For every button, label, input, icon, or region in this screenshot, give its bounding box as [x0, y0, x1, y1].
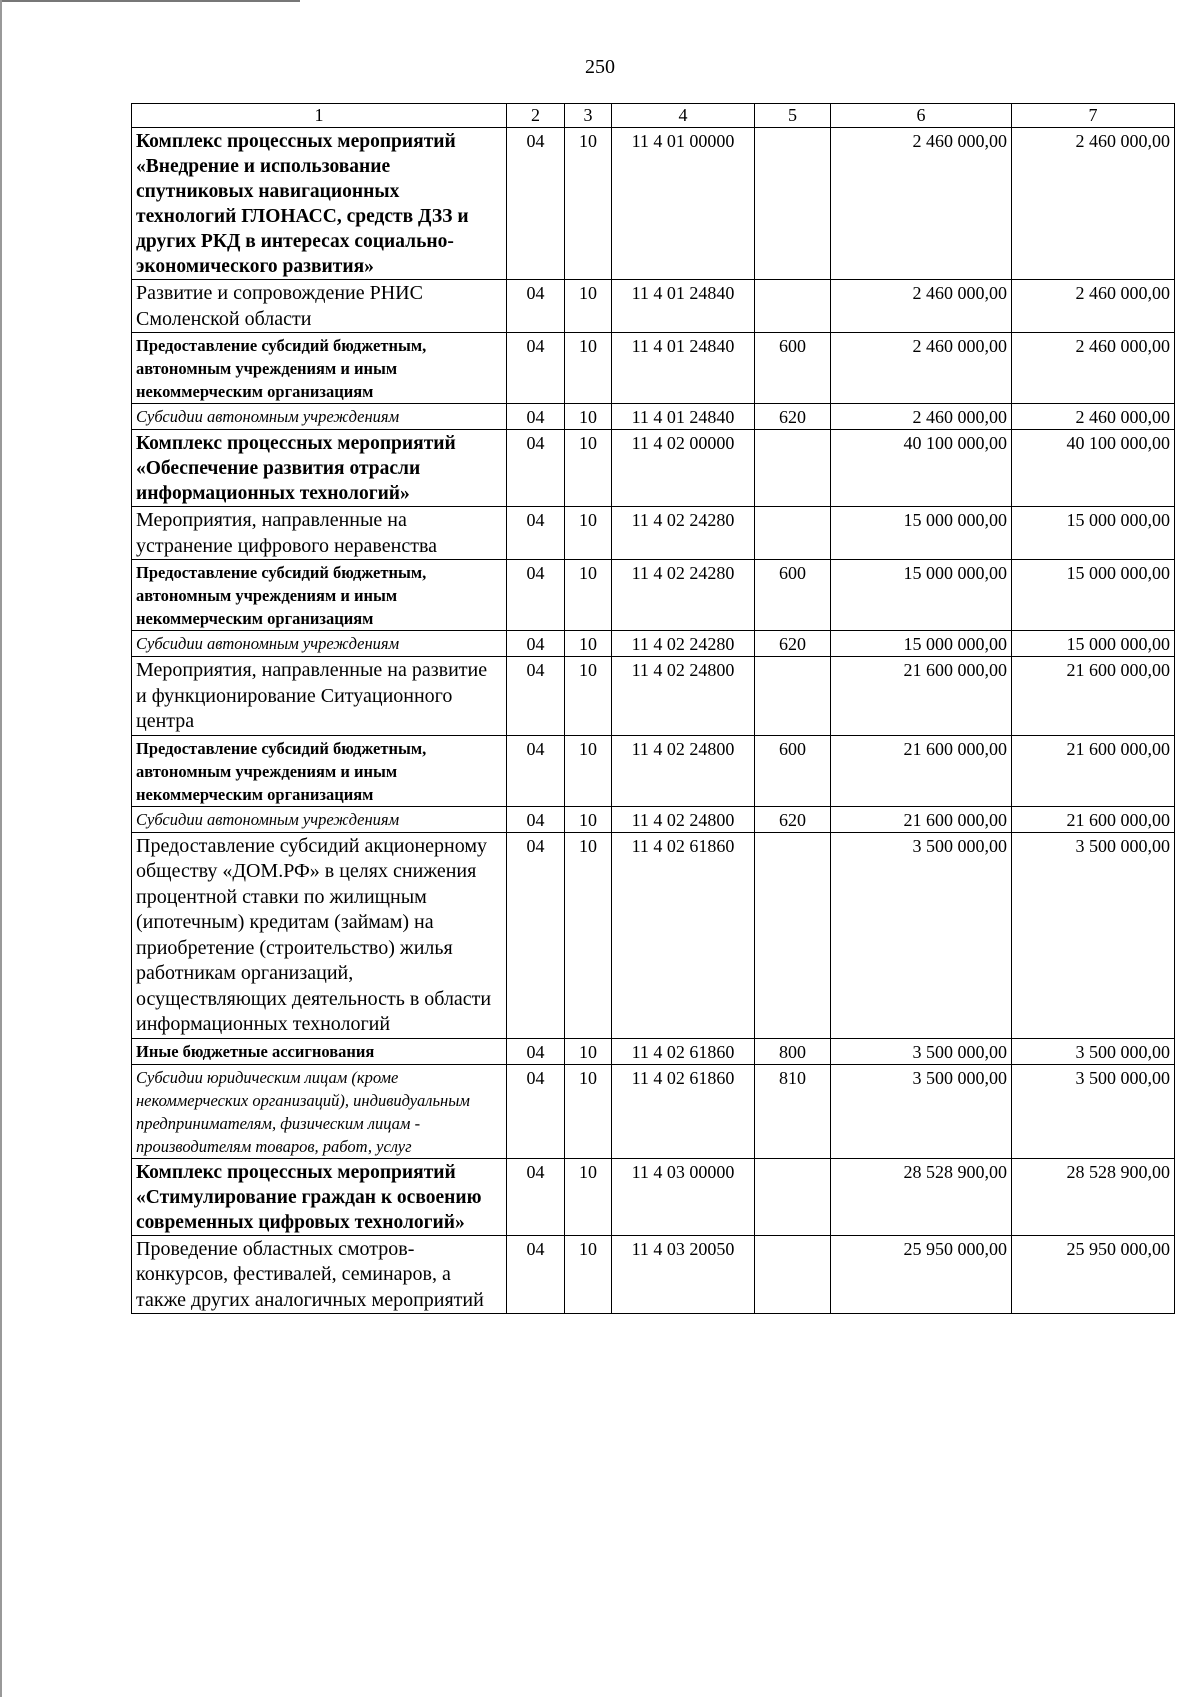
expense-type-cell: 620	[755, 631, 831, 657]
target-article-cell: 11 4 03 20050	[612, 1235, 755, 1314]
expense-type-cell: 600	[755, 333, 831, 404]
section-code-cell: 04	[507, 404, 565, 430]
amount-cell: 21 600 000,00	[1012, 806, 1175, 832]
section-code-cell: 04	[507, 128, 565, 280]
expense-type-cell	[755, 832, 831, 1038]
subsidy-row	[132, 404, 1175, 430]
amount-cell: 2 460 000,00	[1012, 128, 1175, 280]
event-row	[132, 280, 1175, 333]
amount-cell: 21 600 000,00	[831, 806, 1012, 832]
row-name-cell: Субсидии автономным учреждениям	[132, 806, 507, 832]
section-code-cell: 04	[507, 280, 565, 333]
amount-cell: 21 600 000,00	[831, 735, 1012, 806]
expense-type-cell	[755, 128, 831, 280]
amount-cell: 2 460 000,00	[831, 404, 1012, 430]
subsection-code-cell: 10	[565, 631, 612, 657]
amount-cell: 40 100 000,00	[1012, 430, 1175, 507]
section-code-cell: 04	[507, 1038, 565, 1064]
amount-cell: 2 460 000,00	[1012, 404, 1175, 430]
subsection-code-cell: 10	[565, 280, 612, 333]
header-col-1: 1	[132, 104, 507, 128]
row-name-cell: Субсидии автономным учреждениям	[132, 404, 507, 430]
amount-cell: 15 000 000,00	[1012, 560, 1175, 631]
row-name-cell: Развитие и сопровождение РНИС Смоленской области	[132, 280, 507, 333]
section-code-cell: 04	[507, 832, 565, 1038]
header-col-4: 4	[612, 104, 755, 128]
section-code-cell: 04	[507, 333, 565, 404]
amount-cell: 2 460 000,00	[831, 128, 1012, 280]
amount-cell: 2 460 000,00	[1012, 333, 1175, 404]
row-name-cell: Комплекс процессных мероприятий «Стимулирование граждан к освоению современных цифровых технологий»	[132, 1158, 507, 1235]
amount-cell: 15 000 000,00	[1012, 507, 1175, 560]
expense-type-cell	[755, 1235, 831, 1314]
subsection-code-cell: 10	[565, 560, 612, 631]
subsection-code-cell: 10	[565, 333, 612, 404]
amount-cell: 15 000 000,00	[831, 631, 1012, 657]
amount-cell: 25 950 000,00	[831, 1235, 1012, 1314]
target-article-cell: 11 4 01 00000	[612, 128, 755, 280]
expense-type-cell: 620	[755, 806, 831, 832]
section-code-cell: 04	[507, 657, 565, 736]
target-article-cell: 11 4 02 24280	[612, 560, 755, 631]
row-name-cell: Мероприятия, направленные на развитие и функционирование Ситуационного центра	[132, 657, 507, 736]
target-article-cell: 11 4 01 24840	[612, 333, 755, 404]
header-col-6: 6	[831, 104, 1012, 128]
event-row	[132, 507, 1175, 560]
amount-cell: 2 460 000,00	[831, 280, 1012, 333]
subsection-code-cell: 10	[565, 806, 612, 832]
amount-cell: 21 600 000,00	[831, 657, 1012, 736]
amount-cell: 3 500 000,00	[831, 1064, 1012, 1158]
section-code-cell: 04	[507, 560, 565, 631]
subsection-code-cell: 10	[565, 1064, 612, 1158]
expense-type-cell: 810	[755, 1064, 831, 1158]
event-row	[132, 657, 1175, 736]
target-article-cell: 11 4 01 24840	[612, 404, 755, 430]
amount-cell: 3 500 000,00	[831, 832, 1012, 1038]
section-code-cell: 04	[507, 1158, 565, 1235]
row-name-cell: Комплекс процессных мероприятий «Внедрение и использование спутниковых навигационных технологий ГЛОНАСС, средств ДЗЗ и других РКД в интересах социально-экономического развития»	[132, 128, 507, 280]
header-col-3: 3	[565, 104, 612, 128]
row-name-cell: Комплекс процессных мероприятий «Обеспечение развития отрасли информационных технологий»	[132, 430, 507, 507]
target-article-cell: 11 4 02 24800	[612, 657, 755, 736]
section-code-cell: 04	[507, 1064, 565, 1158]
row-name-cell: Субсидии юридическим лицам (кроме некоммерческих организаций), индивидуальным предпринимателям, физическим лицам - производителям товаров, работ, услуг	[132, 1064, 507, 1158]
target-article-cell: 11 4 02 24280	[612, 631, 755, 657]
section-code-cell: 04	[507, 430, 565, 507]
event-row	[132, 1235, 1175, 1314]
section-code-cell: 04	[507, 1235, 565, 1314]
amount-cell: 28 528 900,00	[1012, 1158, 1175, 1235]
subsection-code-cell: 10	[565, 735, 612, 806]
subsection-code-cell: 10	[565, 404, 612, 430]
grant-row	[132, 735, 1175, 806]
section-code-cell: 04	[507, 735, 565, 806]
header-col-5: 5	[755, 104, 831, 128]
section-code-cell: 04	[507, 806, 565, 832]
target-article-cell: 11 4 02 24280	[612, 507, 755, 560]
subsection-code-cell: 10	[565, 430, 612, 507]
row-name-cell: Проведение областных смотров-конкурсов, фестивалей, семинаров, а также других аналогичных мероприятий	[132, 1235, 507, 1314]
expense-type-cell: 620	[755, 404, 831, 430]
expense-type-cell	[755, 657, 831, 736]
amount-cell: 21 600 000,00	[1012, 735, 1175, 806]
subsection-code-cell: 10	[565, 1158, 612, 1235]
target-article-cell: 11 4 02 00000	[612, 430, 755, 507]
event-row	[132, 832, 1175, 1038]
row-name-cell: Иные бюджетные ассигнования	[132, 1038, 507, 1064]
expense-type-cell: 800	[755, 1038, 831, 1064]
subsection-code-cell: 10	[565, 1235, 612, 1314]
target-article-cell: 11 4 02 24800	[612, 735, 755, 806]
header-col-7: 7	[1012, 104, 1175, 128]
section-code-cell: 04	[507, 631, 565, 657]
program-complex-row	[132, 430, 1175, 507]
amount-cell: 3 500 000,00	[831, 1038, 1012, 1064]
budget-allocation-row	[132, 1038, 1175, 1064]
amount-cell: 28 528 900,00	[831, 1158, 1012, 1235]
row-name-cell: Мероприятия, направленные на устранение цифрового неравенства	[132, 507, 507, 560]
expense-type-cell: 600	[755, 560, 831, 631]
amount-cell: 15 000 000,00	[1012, 631, 1175, 657]
expense-type-cell: 600	[755, 735, 831, 806]
expense-type-cell	[755, 507, 831, 560]
grant-row	[132, 333, 1175, 404]
amount-cell: 21 600 000,00	[1012, 657, 1175, 736]
program-complex-row	[132, 1158, 1175, 1235]
budget-table	[131, 103, 1175, 1314]
scan-top-rule	[0, 0, 300, 2]
amount-cell: 3 500 000,00	[1012, 832, 1175, 1038]
subsection-code-cell: 10	[565, 507, 612, 560]
amount-cell: 3 500 000,00	[1012, 1064, 1175, 1158]
program-complex-row	[132, 128, 1175, 280]
subsidy-row	[132, 806, 1175, 832]
subsidy-row	[132, 1064, 1175, 1158]
expense-type-cell	[755, 280, 831, 333]
section-code-cell: 04	[507, 507, 565, 560]
row-name-cell: Предоставление субсидий акционерному обществу «ДОМ.РФ» в целях снижения процентной ставки по жилищным (ипотечным) кредитам (займам) на приобретение (строительство) жилья работникам организаций, осуществляющих деятельность в области информационных технологий	[132, 832, 507, 1038]
subsection-code-cell: 10	[565, 1038, 612, 1064]
amount-cell: 15 000 000,00	[831, 507, 1012, 560]
grant-row	[132, 560, 1175, 631]
target-article-cell: 11 4 02 61860	[612, 1064, 755, 1158]
row-name-cell: Предоставление субсидий бюджетным, автономным учреждениям и иным некоммерческим организациям	[132, 560, 507, 631]
amount-cell: 2 460 000,00	[831, 333, 1012, 404]
target-article-cell: 11 4 03 00000	[612, 1158, 755, 1235]
subsection-code-cell: 10	[565, 832, 612, 1038]
budget-table-body	[132, 104, 1175, 1314]
target-article-cell: 11 4 02 24800	[612, 806, 755, 832]
scan-left-edge	[0, 0, 2, 1697]
subsection-code-cell: 10	[565, 128, 612, 280]
target-article-cell: 11 4 02 61860	[612, 1038, 755, 1064]
expense-type-cell	[755, 430, 831, 507]
amount-cell: 2 460 000,00	[1012, 280, 1175, 333]
header-col-2: 2	[507, 104, 565, 128]
subsidy-row	[132, 631, 1175, 657]
target-article-cell: 11 4 01 24840	[612, 280, 755, 333]
amount-cell: 15 000 000,00	[831, 560, 1012, 631]
amount-cell: 25 950 000,00	[1012, 1235, 1175, 1314]
page-number: 250	[585, 56, 615, 78]
header-row	[132, 104, 1175, 128]
row-name-cell: Предоставление субсидий бюджетным, автономным учреждениям и иным некоммерческим организациям	[132, 333, 507, 404]
target-article-cell: 11 4 02 61860	[612, 832, 755, 1038]
amount-cell: 3 500 000,00	[1012, 1038, 1175, 1064]
row-name-cell: Субсидии автономным учреждениям	[132, 631, 507, 657]
expense-type-cell	[755, 1158, 831, 1235]
subsection-code-cell: 10	[565, 657, 612, 736]
row-name-cell: Предоставление субсидий бюджетным, автономным учреждениям и иным некоммерческим организациям	[132, 735, 507, 806]
amount-cell: 40 100 000,00	[831, 430, 1012, 507]
